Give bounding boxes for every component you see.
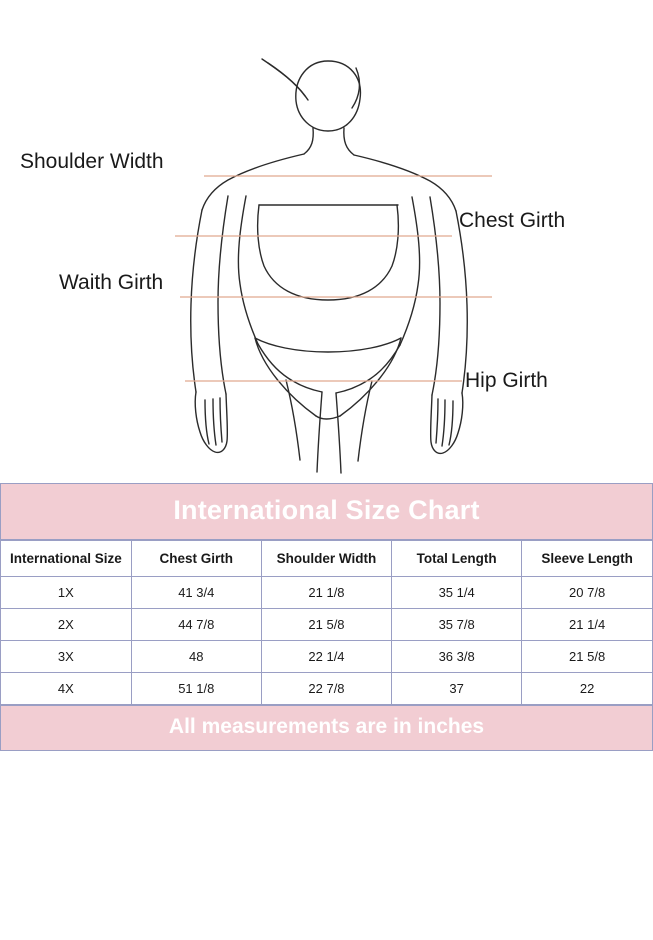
cell-shoulder-width: 21 5/8 [261, 609, 391, 641]
cell-size: 3X [1, 641, 131, 673]
cell-chest-girth: 44 7/8 [131, 609, 261, 641]
cell-size: 1X [1, 577, 131, 609]
cell-shoulder-width: 21 1/8 [261, 577, 391, 609]
cell-chest-girth: 41 3/4 [131, 577, 261, 609]
cell-sleeve-length: 22 [522, 673, 652, 705]
cell-size: 2X [1, 609, 131, 641]
cell-sleeve-length: 21 1/4 [522, 609, 652, 641]
size-chart-table [1, 540, 652, 705]
size-chart-title: International Size Chart [1, 484, 652, 540]
cell-chest-girth: 48 [131, 641, 261, 673]
cell-shoulder-width: 22 1/4 [261, 641, 391, 673]
table-header-row [1, 541, 652, 577]
label-chest-girth: Chest Girth [459, 209, 566, 232]
cell-sleeve-length: 21 5/8 [522, 641, 652, 673]
cell-sleeve-length: 20 7/8 [522, 577, 652, 609]
cell-total-length: 36 3/8 [392, 641, 522, 673]
table-row [1, 577, 652, 609]
column-header-total-length: Total Length [392, 541, 522, 577]
cell-size: 4X [1, 673, 131, 705]
table-row [1, 673, 652, 705]
cell-total-length: 35 1/4 [392, 577, 522, 609]
international-size-chart [0, 483, 653, 751]
table-row [1, 641, 652, 673]
column-header-shoulder-width: Shoulder Width [261, 541, 391, 577]
cell-total-length: 37 [392, 673, 522, 705]
column-header-chest-girth: Chest Girth [131, 541, 261, 577]
size-chart-footer-note: All measurements are in inches [1, 705, 652, 751]
column-header-sleeve-length: Sleeve Length [522, 541, 652, 577]
cell-shoulder-width: 22 7/8 [261, 673, 391, 705]
table-row [1, 609, 652, 641]
cell-total-length: 35 7/8 [392, 609, 522, 641]
column-header-international-size: International Size [1, 541, 131, 577]
label-hip-girth: Hip Girth [465, 369, 548, 392]
label-waist-girth: Waith Girth [59, 271, 164, 294]
label-shoulder-width: Shoulder Width [20, 150, 164, 173]
cell-chest-girth: 51 1/8 [131, 673, 261, 705]
